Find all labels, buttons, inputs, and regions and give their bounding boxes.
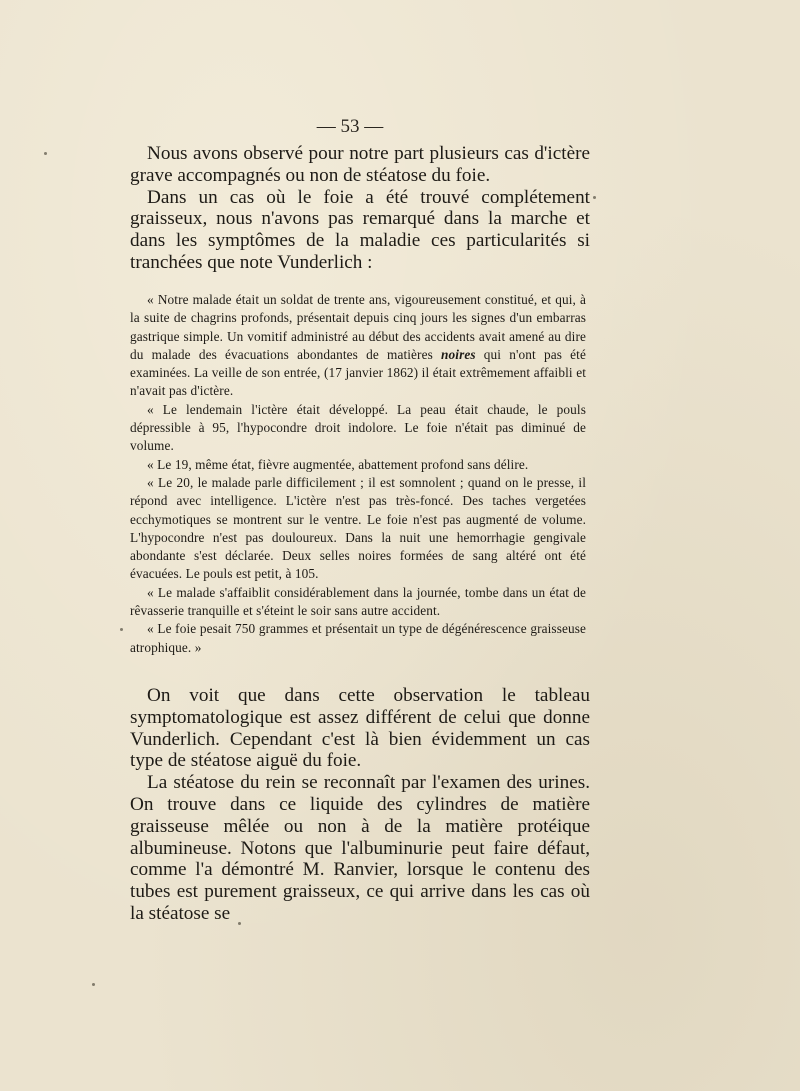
paper-speck xyxy=(44,152,47,155)
emphasis-noires: noires xyxy=(441,346,476,362)
closing-paragraph-2: La stéatose du rein se reconnaît par l'examen des urines. On trouve dans ce liquide des cylindres de matière graisseuse mêlée ou non à de la matière protéique albumineuse. Notons que l'albuminurie peut faire défaut, comme l'a démontré M. Ranvier, lorsque le contenu des tubes est purement graisseux, ce qui arrive dans les cas où la stéatose se xyxy=(130,772,590,924)
paper-speck xyxy=(593,196,596,199)
observation-paragraph-4: « Le 20, le malade parle difficilement ; il est somnolent ; quand on le presse, il répond avec intelligence. L'ictère n'est pas très-foncé. Des taches vergetées ecchymotiques se montrent sur le ventre. Le foie n'est pas augmenté de volume. L'hypocondre n'est pas douloureux. Dans la nuit une hemorrhagie gengivale abondante s'est déclarée. Deux selles noires formées de sang altéré ont été évacuées. Le pouls est petit, à 105. xyxy=(130,474,586,582)
observation-paragraph-1: « Notre malade était un soldat de trente ans, vigoureusement constitué, et qui, à la suite de chagrins profonds, présentait depuis cinq jours les signes d'un embarras gastrique simple. Un vomitif administré au début des accidents avait amené au dire du malade des évacuations abondantes de matières noires qui n'ont pas été examinées. La veille de son entrée, (17 janvier 1862) il était extrêmement affaibli et n'avait pas d'ictère. xyxy=(130,292,586,399)
intro-paragraph-2: Dans un cas où le foie a été trouvé complétement graisseux, nous n'avons pas remarqué dans la marche et dans les symptômes de la maladie ces particularités si tranchées que note Vunderlich : xyxy=(130,186,590,273)
page-number: — 53 — xyxy=(316,116,384,137)
observation-paragraph-5: « Le malade s'affaiblit considérablement dans la journée, tombe dans un état de rêvasserie tranquille et s'éteint le soir sans autre accident. xyxy=(130,584,586,619)
paper-speck xyxy=(120,628,123,631)
closing-paragraph-1: On voit que dans cette observation le tableau symptomatologique est assez différent de celui que donne Vunderlich. Cependant c'est là bien évidemment un cas type de stéatose aiguë du foie. xyxy=(130,685,590,772)
paper-speck xyxy=(92,983,95,986)
intro-text xyxy=(130,143,590,274)
intro-paragraph-1: Nous avons observé pour notre part plusieurs cas d'ictère grave accompagnés ou non de stéatose du foie. xyxy=(130,143,590,186)
closing-text xyxy=(130,685,590,925)
observation-paragraph-3: « Le 19, même état, fièvre augmentée, abattement profond sans délire. xyxy=(147,456,529,472)
paper-speck xyxy=(238,922,241,925)
observation-quote xyxy=(130,291,586,657)
observation-paragraph-2: « Le lendemain l'ictère était développé. La peau était chaude, le pouls dépressible à 95, l'hypocondre droit indolore. Le foie n'était pas diminué de volume. xyxy=(130,401,586,454)
observation-paragraph-6: « Le foie pesait 750 grammes et présentait un type de dégénérescence graisseuse atrophique. » xyxy=(130,621,586,655)
